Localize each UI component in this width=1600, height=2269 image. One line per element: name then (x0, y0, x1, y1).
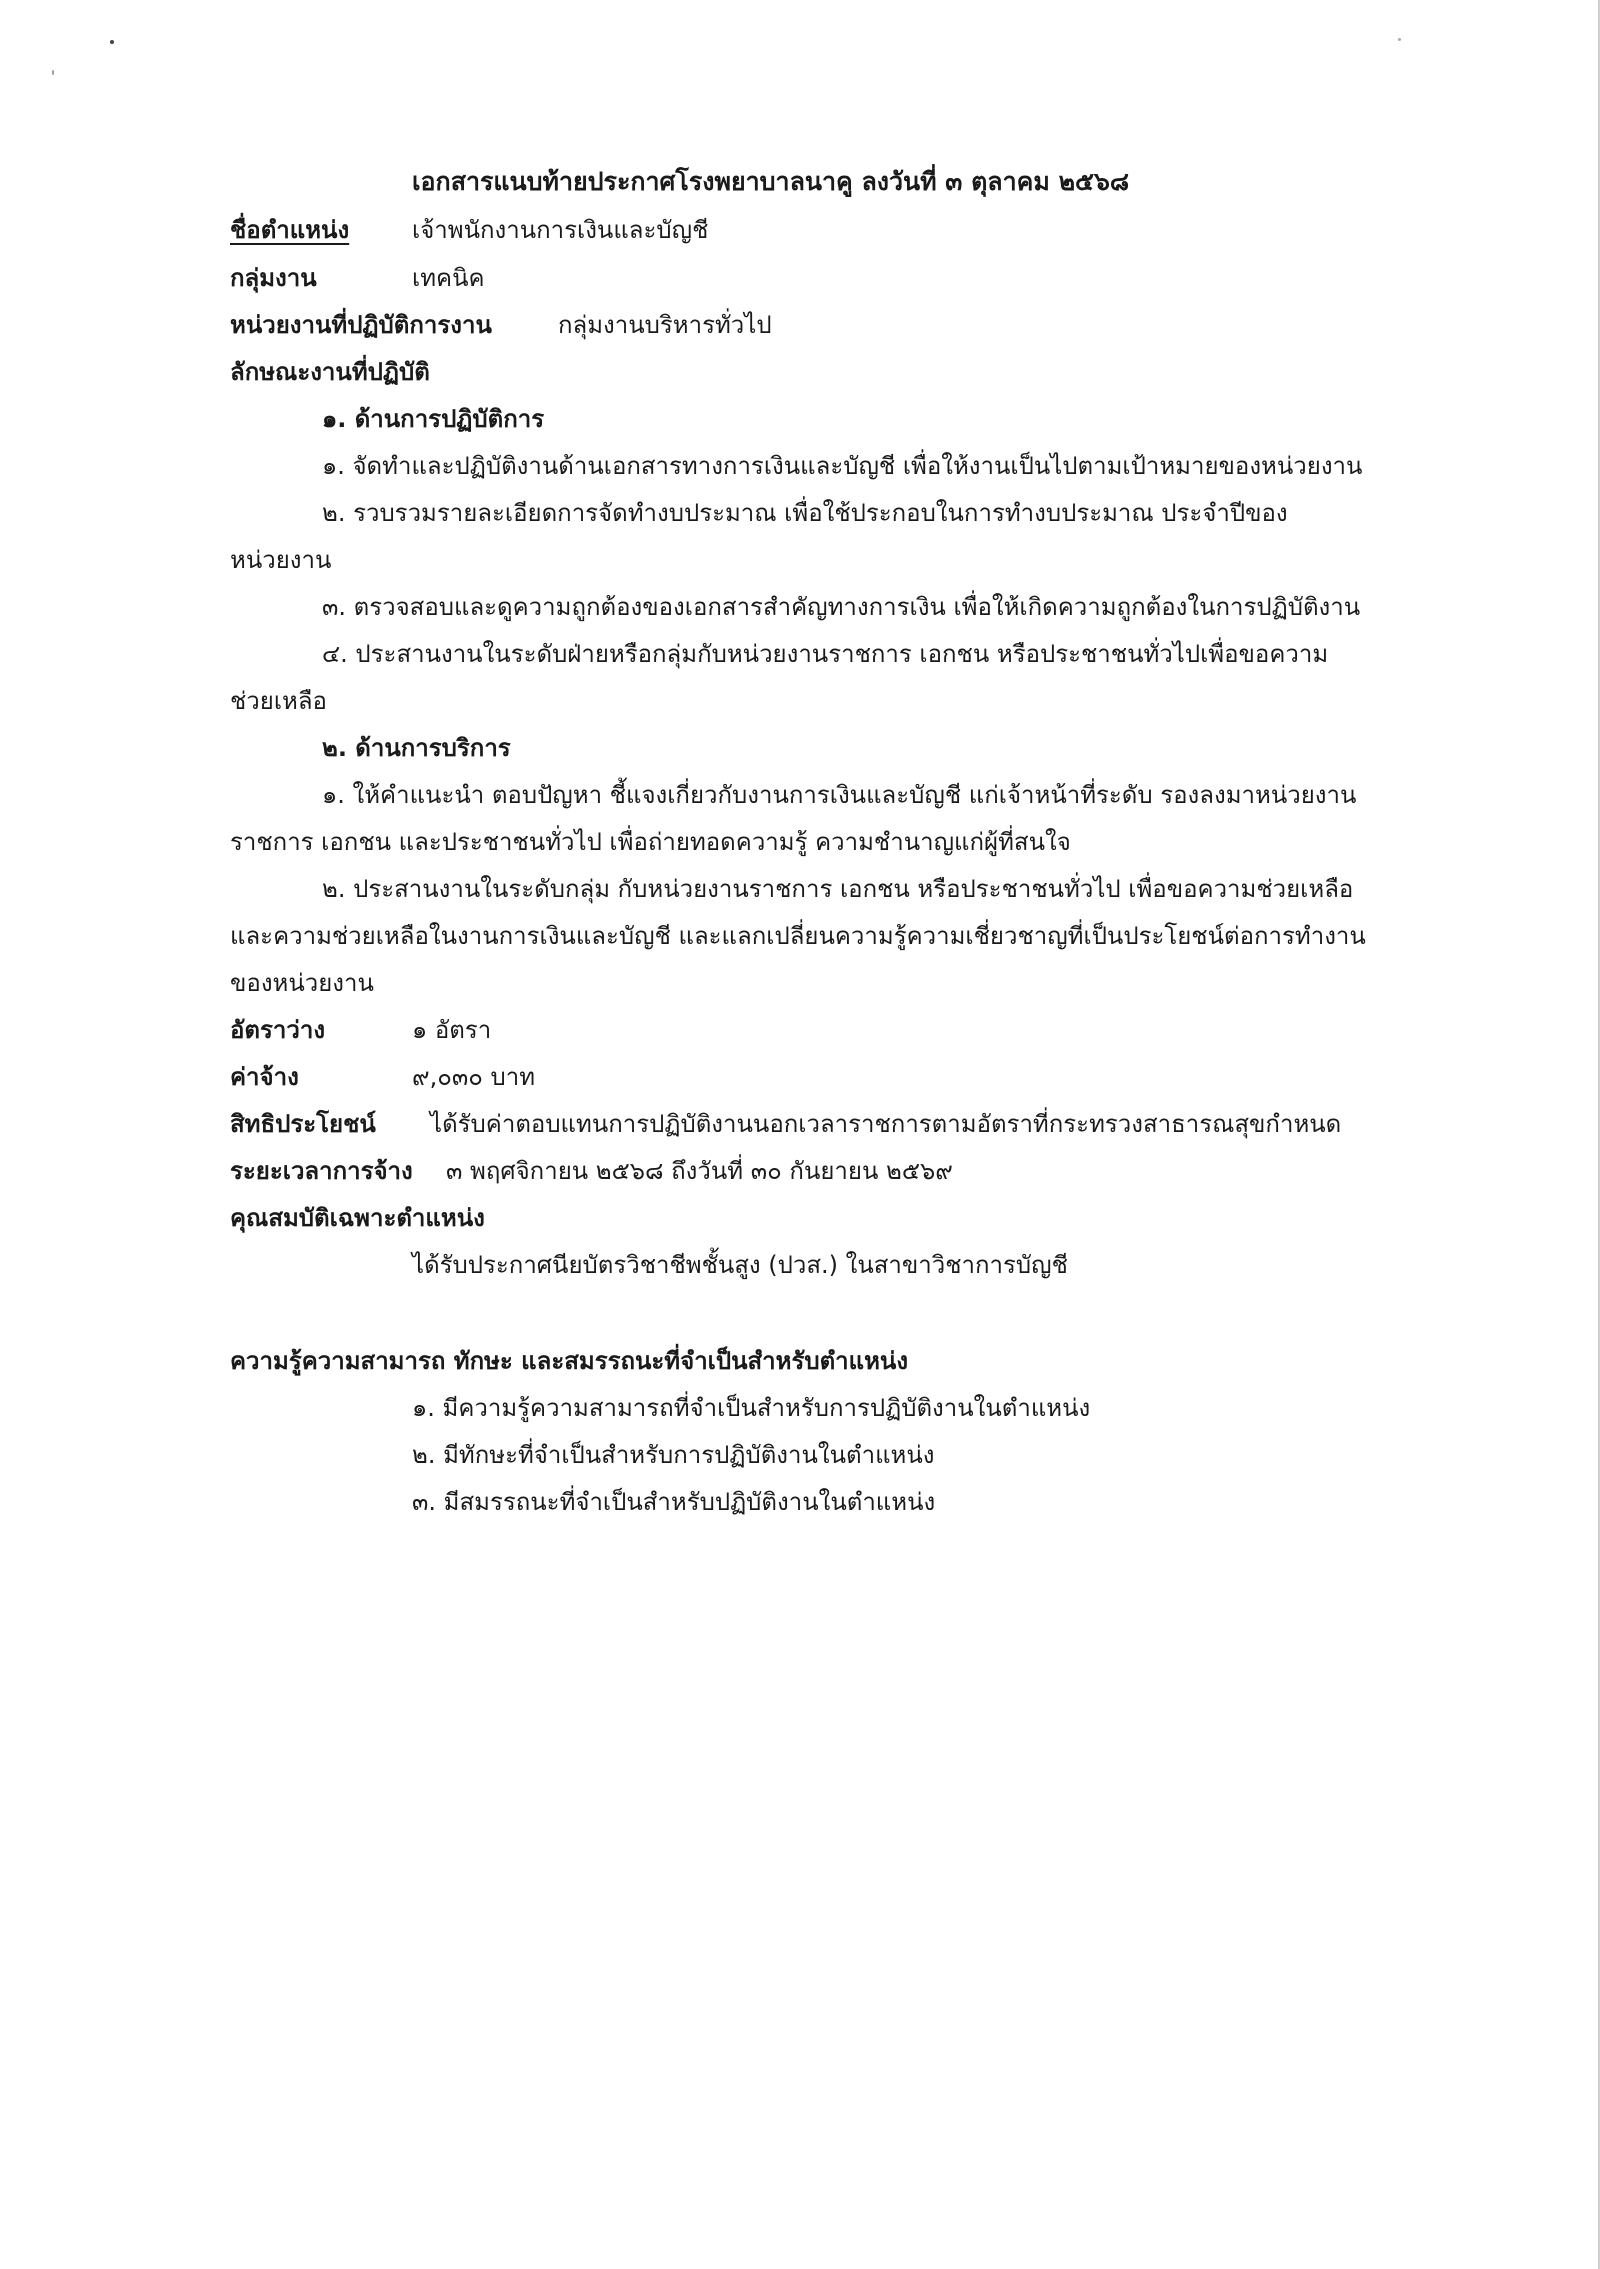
section2-item-continued: ราชการ เอกชน และประชาชนทั่วไป เพื่อถ่ายทอดความรู้ ความชำนาญแก่ผู้ที่สนใจ (230, 828, 1071, 856)
competency-heading: ความรู้ความสามารถ ทักษะ และสมรรถนะที่จำเป็นสำหรับตำแหน่ง (230, 1347, 909, 1375)
qualification-label: คุณสมบัติเฉพาะตำแหน่ง (230, 1204, 485, 1232)
section1-item: ๑. จัดทำและปฏิบัติงานด้านเอกสารทางการเงินและบัญชี เพื่อให้งานเป็นไปตามเป้าหมายของหน่วยงาน (322, 452, 1363, 480)
section1-item: ๒. รวบรวมรายละเอียดการจัดทำงบประมาณ เพื่อใช้ประกอบในการทำงบประมาณ ประจำปีของ (322, 499, 1288, 527)
job-nature-label: ลักษณะงานที่ปฏิบัติ (230, 358, 430, 386)
scan-speck (110, 40, 114, 44)
competency-item: ๒. มีทักษะที่จำเป็นสำหรับการปฏิบัติงานในตำแหน่ง (412, 1441, 935, 1469)
competency-item: ๑. มีความรู้ความสามารถที่จำเป็นสำหรับการปฏิบัติงานในตำแหน่ง (412, 1394, 1091, 1422)
document-title: เอกสารแนบท้ายประกาศโรงพยาบาลนาคู ลงวันที่ ๓ ตุลาคม ๒๕๖๘ (412, 167, 1130, 196)
wage-label: ค่าจ้าง (230, 1063, 299, 1091)
work-group-label: กลุ่มงาน (230, 264, 317, 292)
work-group-value: เทคนิค (412, 264, 485, 292)
position-value: เจ้าพนักงานการเงินและบัญชี (412, 216, 709, 244)
work-unit-label: หน่วยงานที่ปฏิบัติการงาน (230, 311, 492, 339)
position-label: ชื่อตำแหน่ง (230, 216, 350, 244)
vacancy-label: อัตราว่าง (230, 1016, 326, 1044)
vacancy-value: ๑ อัตรา (412, 1016, 492, 1044)
section1-heading: ๑. ด้านการปฏิบัติการ (322, 405, 545, 433)
section1-item: ๔. ประสานงานในระดับฝ่ายหรือกลุ่มกับหน่วยงานราชการ เอกชน หรือประชาชนทั่วไปเพื่อขอความ (322, 640, 1329, 668)
scan-speck (1398, 38, 1401, 41)
section1-item-continued: ช่วยเหลือ (230, 687, 327, 715)
benefits-value: ได้รับค่าตอบแทนการปฏิบัติงานนอกเวลาราชการตามอัตราที่กระทรวงสาธารณสุขกำหนด (430, 1110, 1342, 1138)
competency-item: ๓. มีสมรรถนะที่จำเป็นสำหรับปฏิบัติงานในตำแหน่ง (412, 1488, 936, 1516)
section2-item-continued: และความช่วยเหลือในงานการเงินและบัญชี และแลกเปลี่ยนความรู้ความเชี่ยวชาญที่เป็นประโยชน์ต่อการทำงาน (230, 922, 1366, 950)
section1-item-continued: หน่วยงาน (230, 546, 332, 574)
section1-item: ๓. ตรวจสอบและดูความถูกต้องของเอกสารสำคัญทางการเงิน เพื่อให้เกิดความถูกต้องในการปฏิบัติงาน (322, 593, 1361, 621)
period-value: ๓ พฤศจิกายน ๒๕๖๘ ถึงวันที่ ๓๐ กันยายน ๒๕๖๙ (446, 1157, 953, 1185)
wage-value: ๙,๐๓๐ บาท (412, 1063, 536, 1091)
section2-item-continued: ของหน่วยงาน (230, 969, 374, 997)
qualification-value: ได้รับประกาศนียบัตรวิชาชีพชั้นสูง (ปวส.) ในสาขาวิชาการบัญชี (412, 1251, 1068, 1279)
section2-item: ๒. ประสานงานในระดับกลุ่ม กับหน่วยงานราชการ เอกชน หรือประชาชนทั่วไป เพื่อขอความช่วยเหลือ (322, 875, 1354, 903)
period-label: ระยะเวลาการจ้าง (230, 1157, 413, 1185)
section2-heading: ๒. ด้านการบริการ (322, 734, 511, 762)
scan-speck (52, 70, 54, 75)
benefits-label: สิทธิประโยชน์ (230, 1110, 376, 1138)
work-unit-value: กลุ่มงานบริหารทั่วไป (558, 311, 772, 339)
section2-item: ๑. ให้คำแนะนำ ตอบปัญหา ชี้แจงเกี่ยวกับงานการเงินและบัญชี แก่เจ้าหน้าที่ระดับ รองลงมาหน่วยงาน (322, 781, 1357, 809)
